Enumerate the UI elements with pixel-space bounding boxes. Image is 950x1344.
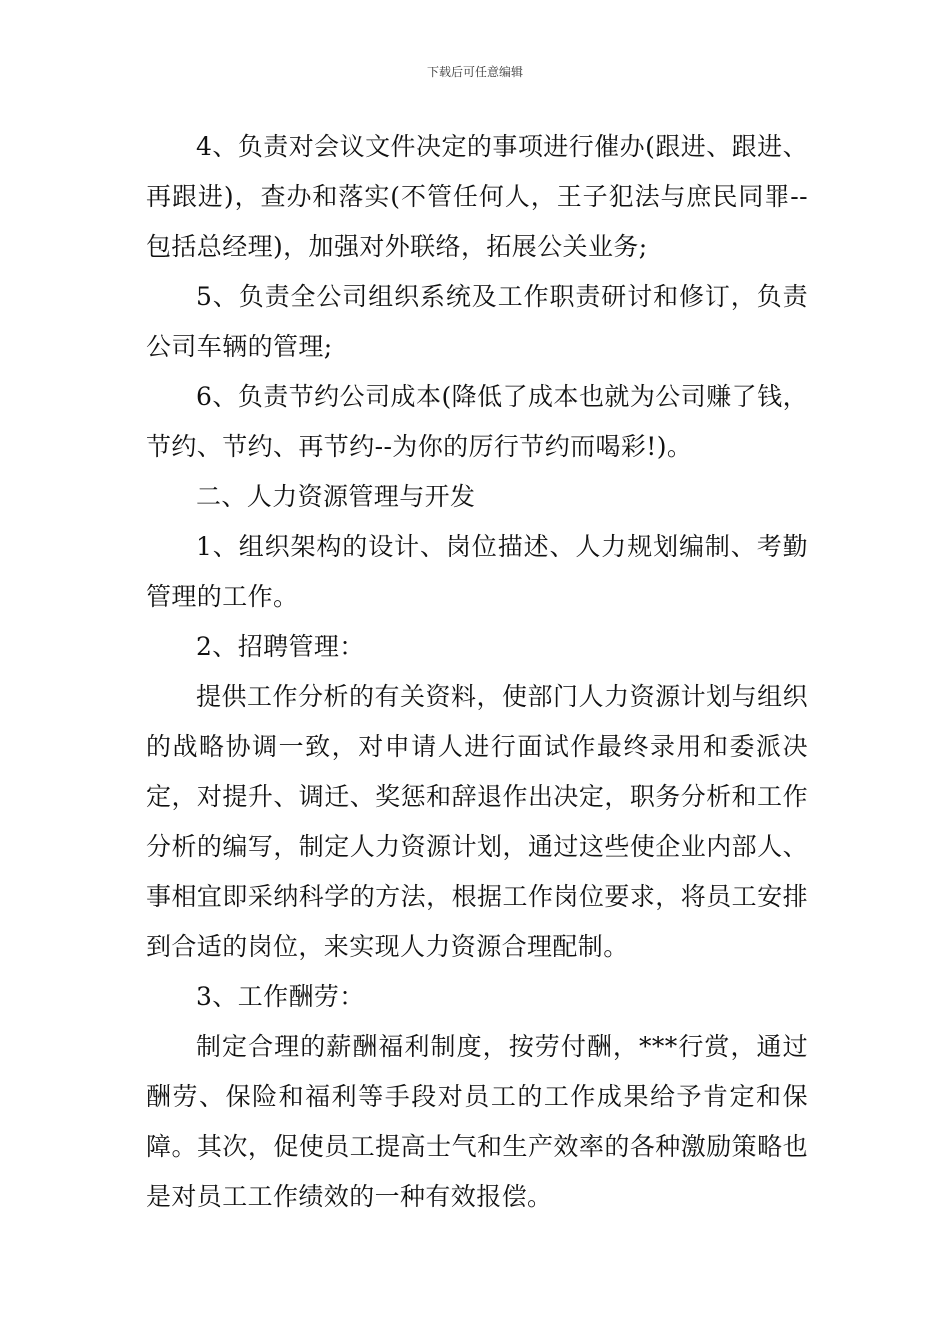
paragraph-item-6: 6、负责节约公司成本(降低了成本也就为公司赚了钱，节约、节约、再节约--为你的厉行节约而喝彩!)。 [146, 382, 808, 461]
paragraph-item-1: 1、组织架构的设计、岗位描述、人力规划编制、考勤管理的工作。 [146, 532, 808, 611]
paragraph-item-2: 2、招聘管理： [196, 632, 365, 661]
document-body [146, 122, 808, 1222]
paragraph-recruitment-detail: 提供工作分析的有关资料，使部门人力资源计划与组织的战略协调一致，对申请人进行面试作最终录用和委派决定，对提升、调迁、奖惩和辞退作出决定，职务分析和工作分析的编写，制定人力资源计划，通过这些使企业内部人、事相宜即采纳科学的方法，根据工作岗位要求，将员工安排到合适的岗位，来实现人力资源合理配制。 [146, 682, 808, 961]
paragraph-item-5: 5、负责全公司组织系统及工作职责研讨和修订，负责公司车辆的管理; [146, 282, 808, 361]
paragraph-item-3: 3、工作酬劳： [196, 982, 365, 1011]
paragraph-compensation-detail: 制定合理的薪酬福利制度，按劳付酬，***行赏，通过酬劳、保险和福利等手段对员工的工作成果给予肯定和保障。其次，促使员工提高士气和生产效率的各种激励策略也是对员工工作绩效的一种有效报偿。 [146, 1032, 808, 1211]
page-header-note: 下载后可任意编辑 [426, 65, 523, 79]
paragraph-item-4: 4、负责对会议文件决定的事项进行催办(跟进、跟进、再跟进)，查办和落实(不管任何人，王子犯法与庶民同罪--包括总经理)，加强对外联络，拓展公关业务; [146, 132, 808, 261]
section-heading-hr: 二、人力资源管理与开发 [196, 482, 476, 511]
